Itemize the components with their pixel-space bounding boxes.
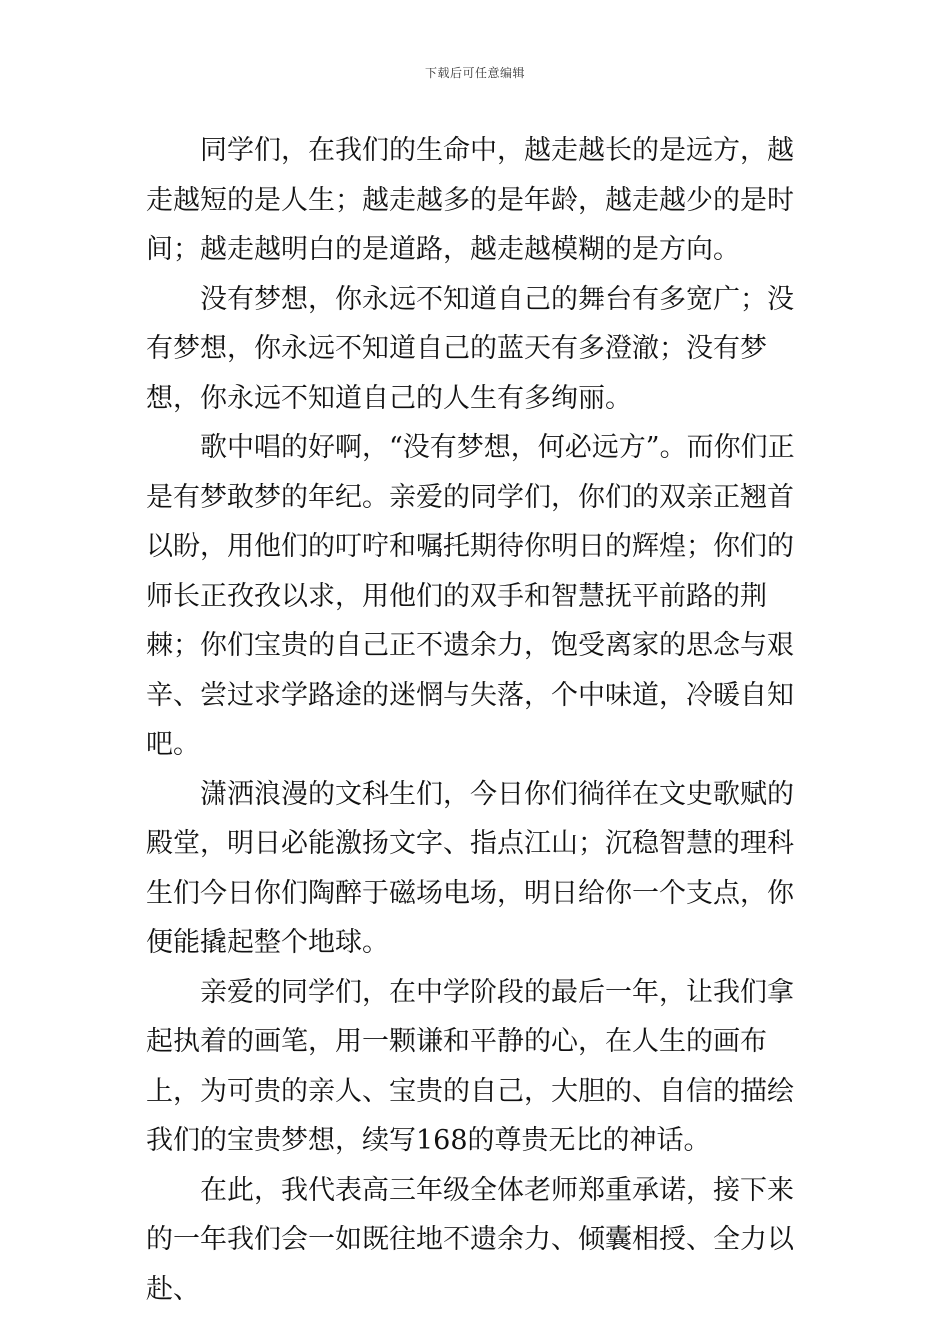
paragraph-5: 亲爱的同学们，在中学阶段的最后一年，让我们拿起执着的画笔，用一颗谦和平静的心，在人生的画布上，为可贵的亲人、宝贵的自己，大胆的、自信的描绘我们的宝贵梦想，续写168的尊贵无比的神话。 xyxy=(146,976,794,1156)
paragraph-3: 歌中唱的好啊，“没有梦想，何必远方”。而你们正是有梦敢梦的年纪。亲爱的同学们，你们的双亲正翘首以盼，用他们的叮咛和嘱托期待你明日的辉煌；你们的师长正孜孜以求，用他们的双手和智慧抚平前路的荆棘；你们宝贵的自己正不遗余力，饱受离家的思念与艰辛、尝过求学路途的迷惘与失落，个中味道，冷暖自知吧。 xyxy=(146,432,795,760)
paragraph-6: 在此，我代表高三年级全体老师郑重承诺，接下来的一年我们会一如既往地不遗余力、倾囊相授、全力以赴、 xyxy=(146,1174,794,1305)
page-header: 下载后可任意编辑 xyxy=(424,66,525,80)
paragraph-1: 同学们，在我们的生命中，越走越长的是远方，越走越短的是人生；越走越多的是年龄，越走越少的是时间；越走越明白的是道路，越走越模糊的是方向。 xyxy=(146,135,794,265)
document-body xyxy=(146,126,812,1314)
paragraph-4: 潇洒浪漫的文科生们，今日你们徜徉在文史歌赋的殿堂，明日必能激扬文字、指点江山；沉稳智慧的理科生们今日你们陶醉于磁场电场，明日给你一个支点，你便能撬起整个地球。 xyxy=(146,778,794,958)
paragraph-2: 没有梦想，你永远不知道自己的舞台有多宽广；没有梦想，你永远不知道自己的蓝天有多澄澈；没有梦想，你永远不知道自己的人生有多绚丽。 xyxy=(146,283,794,414)
